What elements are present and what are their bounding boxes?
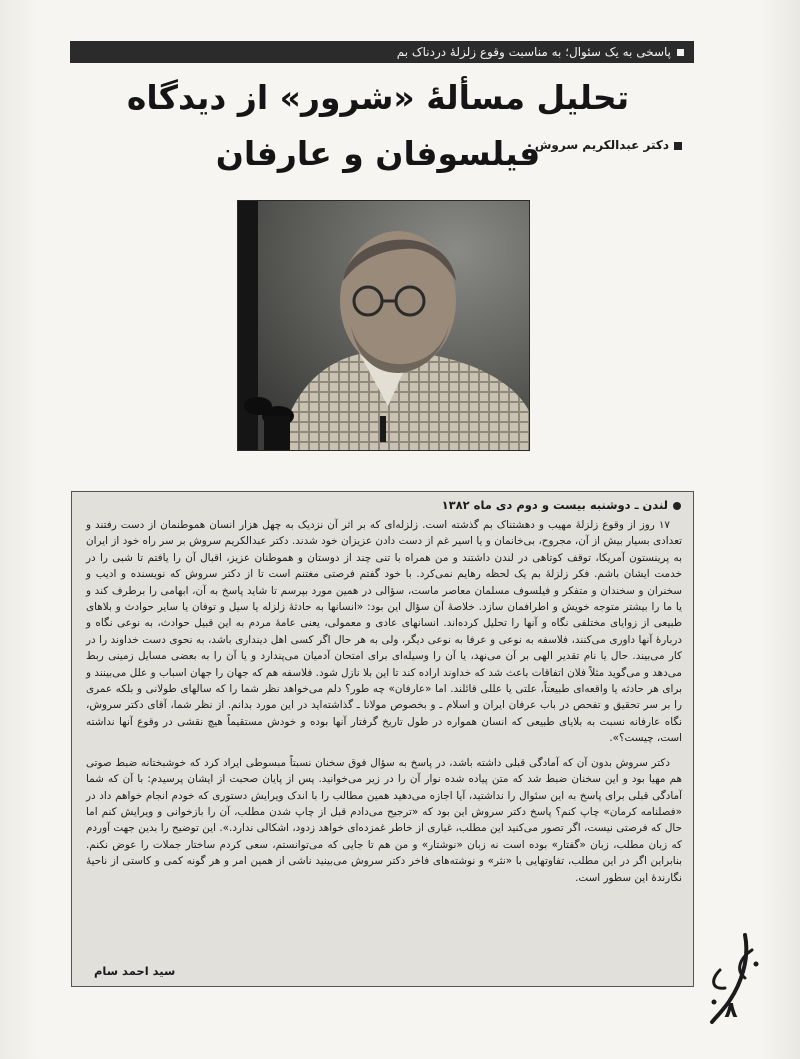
dateline-bullet-icon [673, 502, 681, 510]
page-number: ۸ [724, 998, 738, 1023]
article-headline: تحلیل مسألهٔ «شرور» از دیدگاه فیلسوفان و عارفان [126, 78, 630, 173]
kicker-text: پاسخی به یک سئوال؛ به مناسبت وقوع زلزلهٔ دردناک بم [396, 45, 671, 59]
article-signature: سید احمد سام [94, 964, 176, 978]
author-photo [237, 200, 530, 451]
bleed-through-text-left [80, 150, 220, 470]
kicker-bar [70, 41, 694, 63]
article-body [86, 517, 682, 894]
byline-square-icon [674, 142, 682, 150]
kicker-bullet-icon [677, 49, 684, 56]
dateline-text: لندن ـ دوشنبه بیست و دوم دی ماه ۱۳۸۲ [441, 498, 668, 512]
byline [300, 136, 682, 154]
byline-author: دکتر عبدالکریم سروش [534, 138, 669, 152]
paragraph: دکتر سروش بدون آن که آمادگی قبلی داشته باشد، در پاسخ به سؤال فوق سخنان نسبتاً مبسوطی ایراد کرد که خوشبختانه ضبط صوتی هم مهیا بود و این سخنان ضبط شد که متن پیاده شده نوار آن را در زیر می‌خوانید. پس از پایان صحبت از ایشان پرسیدم: با آن که شما آمادگی قبلی برای پاسخ به این سئوال را نداشتید، آیا اجازه می‌دهید همین مطالب را با اندک ویرایش دستوری که خودم انجام خواهم داد در «فصلنامه کرمان» چاپ کنم؟ پاسخ دکتر سروش این بود که «ترجیح می‌دادم قبل از چاپ شدن مطلب، آن را بازخوانی و ویرایش کنم اما حال که فرصتی نیست، اگر تصور می‌کنید این مطلب، غباری از خاطر غمزده‌ای خواهد زدود، اشکالی ندارد.». این توضیح را بدین جهت آوردم که زبان مطلب، زبان «گفتار» بوده است نه زبان «نوشتار» و من هم تا جایی که می‌توانستم، سعی کردم ساختار جملات را عوض نکنم. بنابراین اگر در این مطلب، تفاوتهایی با «نثر» و نوشته‌های فاخر دکتر سروش می‌بینید ناشی از همین امر و هر گونه کمی و کاستی از ناحیهٔ نگارندهٔ این سطور است. [86, 756, 682, 884]
portrait-illustration [238, 201, 529, 450]
dateline [91, 496, 681, 514]
paragraph: ۱۷ روز از وقوع زلزلهٔ مهیب و دهشتناک بم گذشته است. زلزله‌ای که بر اثر آن نزدیک به چهل هزار انسان هموطنمان از دست رفتند و تعدادی بسیار بیش از آن، مجروح، بی‌خانمان و یا اسیر غم از دست دادن عزیزان خود شدند. دکتر عبدالکریم سروش بر سر راه خود از ایران به پرینستون آمریکا، توقف کوتاهی در لندن داشتند و من همراه با تنی چند از دوستان و هموطنان عزیز، اقبال آن را یافتم تا شبی را در خدمت ایشان باشم. فکر زلزلهٔ بم یک لحظه رهایم نمی‌کرد. با خود گفتم فرصتی مغتنم است تا از دکتر سروش که نویسنده و ادیب و سخنران و سخندان و متفکر و فیلسوف مسلمان معاصر ماست، سؤالی در همین مورد بپرسم تا شاید پاسخ به آن، ابهامی را برطرف کند و یا ما را بیشتر متوجه خویش و اطرافمان سازد. خلاصهٔ آن سؤال این بود: «انسانها به حادثهٔ زلزله یا سیل و توفان یا سایر حوادث و بلاهای طبیعی از زوایای مختلفی نگاه و آنها را تحلیل کرده‌اند. انسانهای عادی و معمولی، یعنی عامهٔ مردم به این قبیل حوادث، به نوعی نگاه و دربارهٔ آنها داوری می‌کنند، فلاسفه به نوعی و عرفا به نوعی دیگر، ولی به هر حال اگر کسی اهل دینداری باشد، به نحوی دست خداوند را در کار می‌بیند. حال یا نام تقدیر الهی بر آن می‌نهد، یا آن را وسیله‌ای برای امتحان آدمیان می‌پندارد و یا آن را به بعضی مسایل زمینی ربط می‌دهد و می‌گوید مثلاً فلان اتفاقات باعث شد که خداوند اراده کند تا این بلا نازل شود. فلاسفه هم که جهان را جهان اسباب و علل می‌بینند و برای هر حادثه یا واقعه‌ای طبیعتاً، علتی یا عللی قائلند. اما «عارفان» چه طور؟ دلم می‌خواهد نظر شما را که سالهای طولانی و بلکه عمری را بر سر تحقیق و تفحص در باب عرفان ایران و اسلام ـ و بخصوص مولانا ـ گذاشته‌اید در این مورد بدانم. از نظر شما، آقای دکتر سروش، نگاه عارفانه نسبت به بلایای طبیعی که انسان همواره در طول تاریخ گرفتار آنها بوده و خودش مستقیماً هیچ نقشی در وقوع آنها نداشته است، چیست؟». [86, 519, 682, 745]
bleed-through-text-right [540, 120, 690, 480]
article-intro-box [71, 491, 694, 987]
